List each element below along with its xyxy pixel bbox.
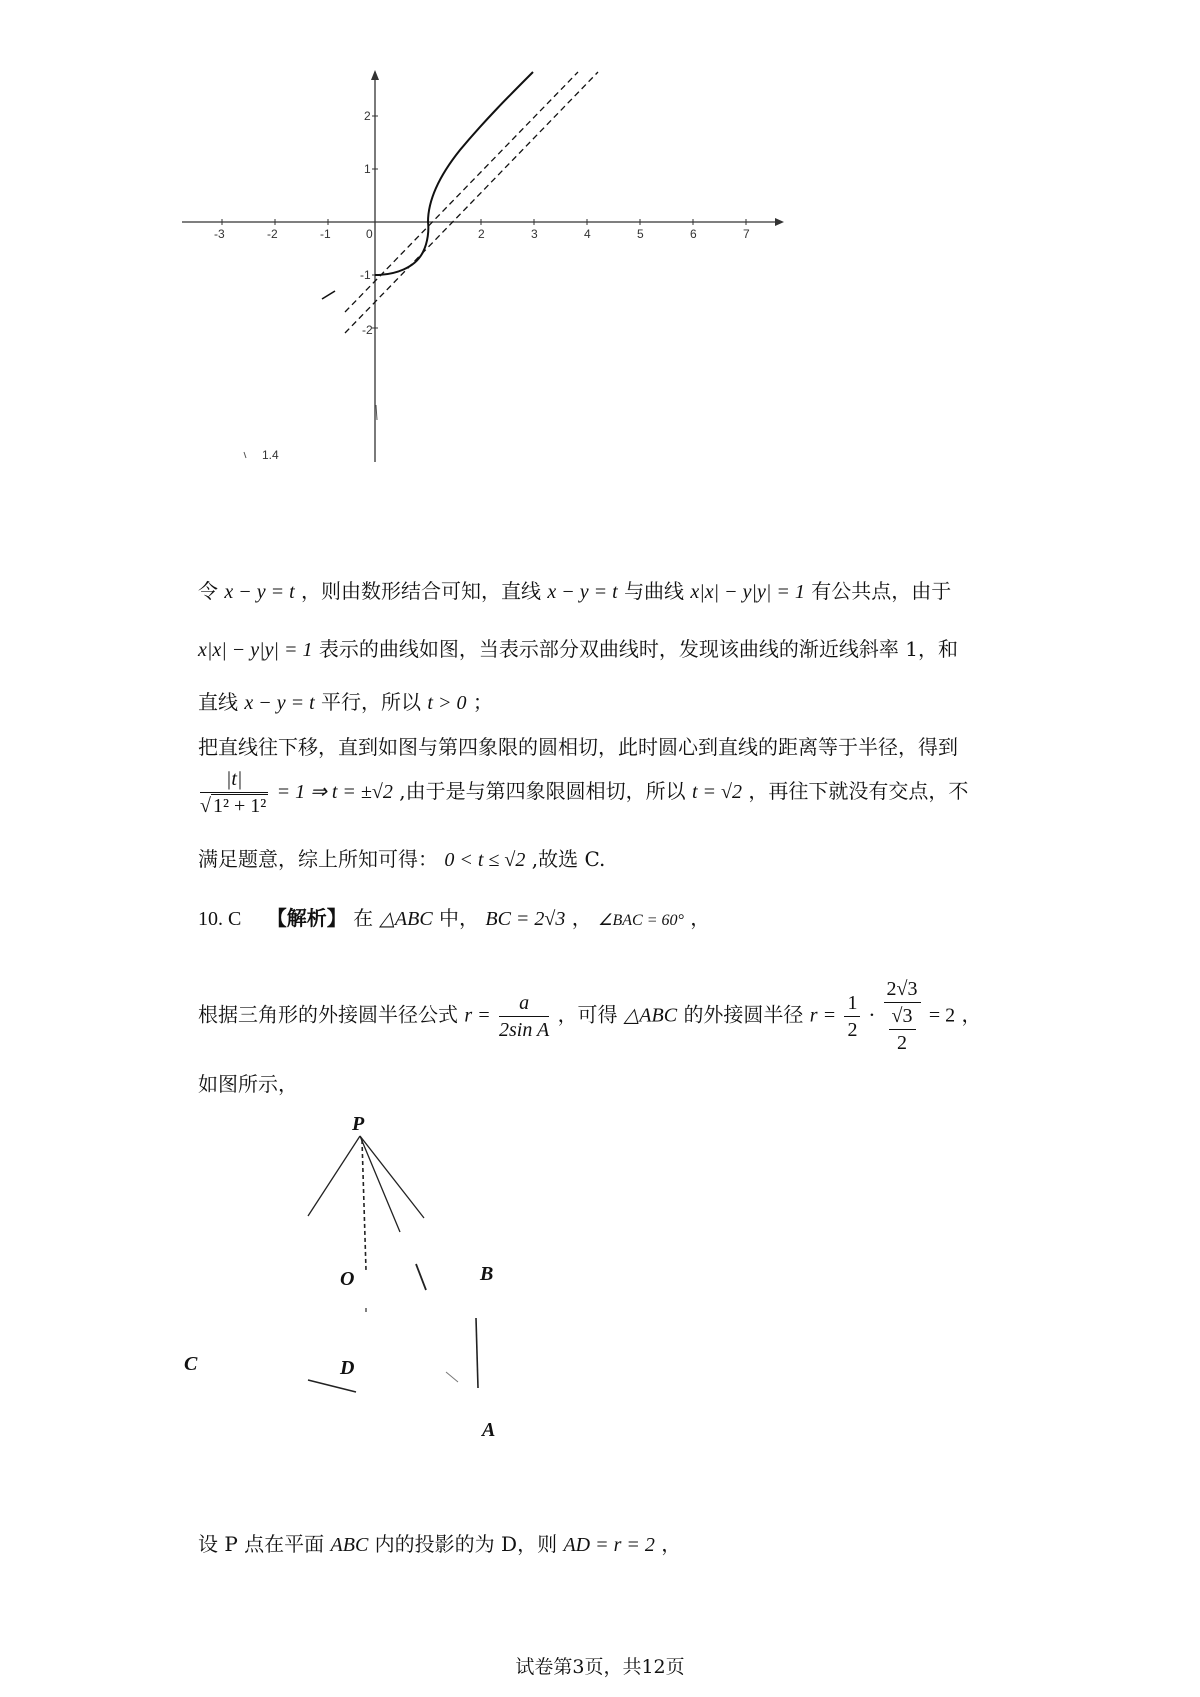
y-tick-label: 2: [364, 109, 371, 123]
as-shown-line: [198, 1070, 298, 1098]
stray-mark: [244, 452, 246, 458]
text: ，则由数形结合可知，直线: [301, 579, 542, 603]
text-line-2: [198, 635, 958, 664]
text: 根据三角形的外接圆半径公式: [198, 1002, 458, 1027]
x-tick-label: 0: [366, 227, 373, 241]
compound-fraction: [884, 976, 921, 1056]
stray-mark: [376, 405, 377, 420]
text-line-3: [198, 688, 493, 717]
stray-mark: [446, 1372, 458, 1382]
text-line-4: [198, 733, 958, 761]
math-expr: x − y = t: [224, 581, 295, 603]
text: 表示的曲线如图，当表示部分双曲线时，发现该曲线的渐近线斜率 1，和: [318, 637, 958, 661]
fraction-numerator: 2√3: [884, 976, 921, 1003]
text: 如图所示，: [198, 1072, 298, 1096]
text: ，: [661, 1532, 682, 1556]
vertex-label-B: B: [480, 1263, 494, 1285]
text: 直线: [198, 690, 238, 714]
fraction-numerator: 1: [844, 990, 860, 1017]
y-tick-label: -1: [360, 268, 371, 282]
math-expr: x − y = t: [244, 692, 315, 714]
vertex-label-D: D: [340, 1357, 355, 1379]
x-tick-label: -3: [214, 227, 225, 241]
math-expr: 0 < t ≤ √2: [444, 849, 526, 871]
edge-line: [360, 1136, 424, 1218]
text: ,故选 C.: [531, 847, 606, 871]
x-tick-label: 5: [637, 227, 644, 241]
pyramid-figure: [180, 1110, 540, 1450]
math-expr: = 1 ⇒ t = ±√2: [276, 781, 393, 803]
x-tick-label: -2: [267, 227, 278, 241]
stray-mark: [416, 1264, 426, 1290]
text: 平行，所以: [321, 690, 422, 714]
text: ，再往下就没有交点，不: [748, 779, 969, 803]
x-tick-label: 3: [531, 227, 538, 241]
text: 把直线往下移，直到如图与第四象限的圆相切，此时圆心到直线的距离等于半径，得到: [198, 735, 958, 759]
page-footer: 试卷第3页，共12页: [515, 1656, 685, 1678]
text: 满足题意，综上所知可得：: [198, 847, 438, 871]
edge-line: [308, 1136, 360, 1216]
text-line-6: [198, 845, 605, 874]
math-expr: r =: [809, 1004, 837, 1027]
circumradius-line: [198, 976, 982, 1056]
edge-line: [360, 1136, 400, 1232]
text: 与曲线: [624, 579, 685, 603]
math-expr: ∠BAC = 60°: [598, 912, 684, 929]
x-axis-arrow: [775, 218, 784, 226]
math-expr: x|x| − y|y| = 1: [198, 639, 313, 661]
x-tick-labels: [214, 227, 750, 241]
x-tick-label: -1: [320, 227, 331, 241]
final-line: [198, 1530, 681, 1559]
fraction-numerator: a: [499, 990, 549, 1017]
text-line-5: [198, 766, 968, 819]
fraction-numerator: |t|: [200, 766, 268, 793]
stray-mark: [308, 1380, 356, 1392]
y-tick-labels: [360, 109, 373, 337]
asymptote-dashed-line: [345, 72, 578, 312]
math-expr: x − y = t: [547, 581, 618, 603]
tangent-dashed-line: [345, 72, 598, 333]
text: ,由于是与第四象限圆相切，所以: [399, 779, 686, 803]
math-expr: t > 0: [427, 692, 467, 714]
analysis-tag: 【解析】: [266, 906, 347, 930]
math-expr: x|x| − y|y| = 1: [690, 581, 805, 603]
x-tick-label: 2: [478, 227, 485, 241]
text: 的外接圆半径: [683, 1002, 804, 1027]
vertex-label-A: A: [482, 1419, 496, 1441]
fraction-numerator: √3: [889, 1003, 916, 1030]
vertex-label-C: C: [184, 1353, 198, 1375]
text: 内的投影的为 D，则: [374, 1532, 558, 1556]
segment-AB: [476, 1318, 478, 1388]
inner-fraction: [889, 1003, 916, 1056]
fraction-denominator: 2: [847, 1018, 858, 1041]
text: 在: [353, 906, 374, 930]
fraction-denominator: √ 1² + 1²: [200, 795, 267, 817]
q10-header-line: [198, 904, 710, 935]
vertex-label-O: O: [340, 1268, 355, 1290]
text: ，: [690, 906, 711, 930]
text: 有公共点，由于: [811, 579, 952, 603]
math-expr: r =: [464, 1004, 491, 1027]
fraction-denominator: 2sin A: [499, 1018, 550, 1041]
sqrt-radicand: 1² + 1²: [212, 795, 267, 817]
text: ；: [472, 690, 493, 714]
text: ，: [961, 1002, 982, 1027]
curve-path: [375, 72, 533, 275]
x-tick-label: 7: [743, 227, 750, 241]
text: 中，: [439, 906, 480, 930]
math-expr: t = √2: [691, 781, 742, 803]
stray-mark: [322, 291, 335, 299]
math-expr: = 2: [928, 1004, 956, 1027]
y-tick-label: 1: [364, 162, 371, 176]
text: ，: [571, 906, 592, 930]
math-expr: △ABC: [379, 908, 433, 930]
math-expr: ABC: [330, 1534, 369, 1556]
text: 设 P 点在平面: [198, 1532, 325, 1556]
question-number: 10. C: [198, 908, 242, 930]
y-axis-arrow: [371, 70, 379, 80]
x-tick-label: 4: [584, 227, 591, 241]
y-tick-label: -2: [362, 323, 373, 337]
curve-graph: [170, 60, 810, 480]
text: ，可得: [557, 1002, 618, 1027]
text: 令: [198, 579, 218, 603]
fraction-denominator: 2: [897, 1032, 907, 1054]
radius-formula-fraction: [499, 990, 549, 1043]
half-fraction: [844, 990, 860, 1043]
height-dashed-line: [362, 1140, 366, 1270]
x-tick-label: 6: [690, 227, 697, 241]
math-expr: △ABC: [623, 1004, 678, 1027]
vertex-label-P: P: [352, 1113, 365, 1135]
fraction-denominator: [884, 1003, 921, 1056]
math-expr: BC = 2√3: [485, 908, 566, 930]
dot-operator: ·: [868, 1002, 876, 1027]
math-expr: AD = r = 2: [563, 1534, 655, 1556]
text-line-1: [198, 577, 951, 606]
stray-label: 1.4: [262, 448, 279, 462]
distance-fraction: [200, 766, 268, 819]
